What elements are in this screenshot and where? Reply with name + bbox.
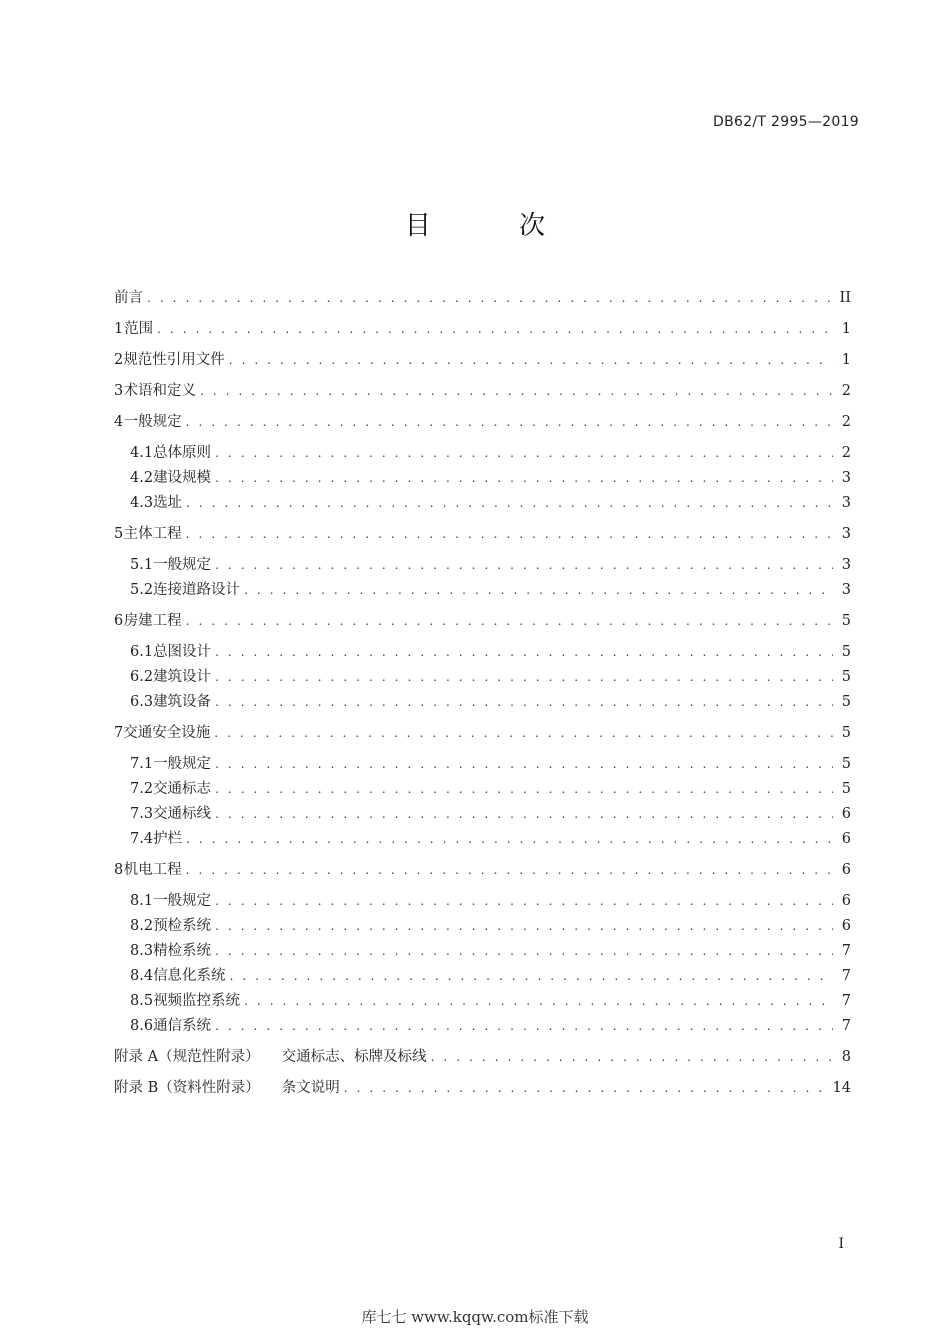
- toc-dot-leader: [431, 1046, 833, 1068]
- toc-entry-label: 选址: [153, 495, 183, 511]
- toc-entry-page: 5: [841, 756, 851, 772]
- toc-dot-leader: [157, 318, 833, 340]
- toc-entry-label: 交通标志、标牌及标线: [281, 1049, 427, 1065]
- toc-dot-leader: [186, 610, 833, 632]
- toc-entry-page: II: [839, 290, 851, 306]
- toc-entry-number: 6: [114, 613, 124, 629]
- toc-dot-leader: [215, 915, 833, 937]
- toc-entry[interactable]: [130, 641, 851, 663]
- toc-entry-label: 总图设计: [153, 644, 212, 660]
- toc-entry-label: 术语和定义: [123, 383, 196, 399]
- toc-entry-page: 3: [841, 582, 851, 598]
- toc-entry-number: 7.4: [130, 831, 154, 847]
- toc-entry-page: 14: [832, 1080, 851, 1096]
- toc-dot-leader: [215, 691, 833, 713]
- toc-dot-leader: [215, 467, 833, 489]
- toc-entry-page: 7: [841, 993, 851, 1009]
- toc-entry[interactable]: [130, 492, 851, 514]
- toc-entry[interactable]: [130, 666, 851, 688]
- toc-entry-label: 交通安全设施: [123, 725, 211, 741]
- toc-entry[interactable]: [114, 287, 851, 309]
- toc-entry[interactable]: [130, 554, 851, 576]
- toc-entry-label: 建设规模: [153, 470, 212, 486]
- toc-entry-number: 4: [114, 414, 124, 430]
- toc-dot-leader: [186, 828, 833, 850]
- toc-entry-number: 6.3: [130, 694, 154, 710]
- toc-entry[interactable]: [130, 579, 851, 601]
- toc-entry[interactable]: [130, 915, 851, 937]
- toc-entry-page: 6: [841, 862, 851, 878]
- toc-entry[interactable]: [114, 380, 851, 402]
- toc-entry-number: 8.3: [130, 943, 154, 959]
- toc-entry-label: 交通标志: [153, 781, 212, 797]
- toc-dot-leader: [215, 641, 833, 663]
- toc-entry[interactable]: [114, 610, 851, 632]
- toc-entry-label: 机电工程: [123, 862, 182, 878]
- toc-entry[interactable]: [130, 778, 851, 800]
- toc-entry[interactable]: [114, 859, 851, 881]
- toc-entry[interactable]: [114, 1077, 851, 1099]
- toc-dot-leader: [215, 666, 833, 688]
- toc-entry-number: 8.5: [130, 993, 154, 1009]
- page-number: I: [838, 1236, 844, 1252]
- toc-entry-page: 7: [841, 968, 851, 984]
- toc-entry[interactable]: [130, 890, 851, 912]
- toc-dot-leader: [200, 380, 833, 402]
- toc-dot-leader: [147, 287, 833, 309]
- toc-title: 目 次: [404, 211, 586, 241]
- toc-dot-leader: [215, 442, 833, 464]
- toc-entry[interactable]: [130, 940, 851, 962]
- toc-entry-label: 总体原则: [153, 445, 212, 461]
- toc-entry-page: 2: [841, 414, 851, 430]
- document-code: DB62/T 2995—2019: [713, 114, 859, 130]
- toc-entry[interactable]: [130, 467, 851, 489]
- toc-entry-page: 6: [841, 831, 851, 847]
- toc-entry-label: 通信系统: [153, 1018, 212, 1034]
- toc-entry-number: 附录 A（规范性附录）: [114, 1049, 260, 1065]
- toc-entry-label: 建筑设备: [153, 694, 212, 710]
- toc-entry-page: 3: [841, 557, 851, 573]
- toc-entry-number: 3: [114, 383, 124, 399]
- toc-entry-label: 视频监控系统: [153, 993, 241, 1009]
- toc-entry-number: 7.1: [130, 756, 154, 772]
- toc-entry-number: 8.4: [130, 968, 154, 984]
- toc-entry-number: 7.2: [130, 781, 154, 797]
- toc-entry[interactable]: [130, 990, 851, 1012]
- toc-entry[interactable]: [130, 691, 851, 713]
- toc-entry-page: 1: [841, 321, 851, 337]
- toc-entry-page: 5: [841, 644, 851, 660]
- toc-entry[interactable]: [130, 753, 851, 775]
- toc-entry[interactable]: [114, 1046, 851, 1068]
- toc-entry-number: 8.6: [130, 1018, 154, 1034]
- toc-entry[interactable]: [114, 722, 851, 744]
- toc-entry-label: 一般规定: [153, 756, 212, 772]
- toc-entry-page: 6: [841, 918, 851, 934]
- toc-dot-leader: [215, 554, 833, 576]
- toc-dot-leader: [344, 1077, 829, 1099]
- toc-entry-number: 7: [114, 725, 124, 741]
- toc-entry-page: 3: [841, 526, 851, 542]
- toc-entry[interactable]: [114, 411, 851, 433]
- toc-entry-page: 5: [841, 725, 851, 741]
- toc-entry-page: 7: [841, 943, 851, 959]
- toc-entry-number: 5.2: [130, 582, 154, 598]
- toc-entry-page: 6: [841, 806, 851, 822]
- toc-entry-label: 一般规定: [153, 557, 212, 573]
- toc-dot-leader: [186, 411, 833, 433]
- toc-dot-leader: [186, 859, 833, 881]
- toc-entry-label: 护栏: [153, 831, 183, 847]
- toc-entry-number: 8.1: [130, 893, 154, 909]
- toc-entry-label: 精检系统: [153, 943, 212, 959]
- toc-dot-leader: [186, 523, 833, 545]
- toc-dot-leader: [229, 349, 833, 371]
- toc-entry-number: 4.3: [130, 495, 154, 511]
- toc-entry-number: 4.1: [130, 445, 154, 461]
- toc-entry-label: 建筑设计: [153, 669, 212, 685]
- toc-entry-number: 4.2: [130, 470, 154, 486]
- toc-dot-leader: [244, 990, 833, 1012]
- toc-entry-page: 5: [841, 781, 851, 797]
- toc-entry-label: 信息化系统: [153, 968, 226, 984]
- toc-entry-number: 6.2: [130, 669, 154, 685]
- toc-entry-label: 一般规定: [123, 414, 182, 430]
- footer-watermark-text: 库七七 www.kqqw.com标准下载: [361, 1308, 589, 1326]
- toc-entry-number: 1: [114, 321, 124, 337]
- toc-entry-label: 连接道路设计: [153, 582, 241, 598]
- toc-entry-label: 规范性引用文件: [123, 352, 225, 368]
- toc-dot-leader: [186, 492, 833, 514]
- toc-entry-label: 预检系统: [153, 918, 212, 934]
- toc-entry[interactable]: [114, 523, 851, 545]
- toc-dot-leader: [215, 803, 833, 825]
- toc-entry[interactable]: [130, 828, 851, 850]
- toc-entry-label: 条文说明: [281, 1080, 340, 1096]
- toc-entry[interactable]: [114, 318, 851, 340]
- toc-entry-number: 附录 B（资料性附录）: [114, 1080, 260, 1096]
- toc-entry-page: 1: [841, 352, 851, 368]
- toc-entry-page: 8: [841, 1049, 851, 1065]
- toc-entry-page: 3: [841, 470, 851, 486]
- toc-entry[interactable]: [130, 1015, 851, 1037]
- toc-entry[interactable]: [130, 803, 851, 825]
- toc-entry[interactable]: [130, 442, 851, 464]
- toc-entry-page: 5: [841, 669, 851, 685]
- toc-entry-page: 2: [841, 445, 851, 461]
- toc-entry-number: 8: [114, 862, 124, 878]
- toc-entry-number: 5: [114, 526, 124, 542]
- toc-dot-leader: [215, 890, 833, 912]
- toc-entry-label: 交通标线: [153, 806, 212, 822]
- toc-dot-leader: [214, 722, 833, 744]
- toc-entry-label: 房建工程: [123, 613, 182, 629]
- toc-entry-number: 7.3: [130, 806, 154, 822]
- toc-entry-label: 一般规定: [153, 893, 212, 909]
- toc-entry-label: 范围: [124, 321, 154, 337]
- toc-entry-page: 5: [841, 613, 851, 629]
- toc-entry[interactable]: [114, 349, 851, 371]
- toc-dot-leader: [215, 1015, 833, 1037]
- toc-dot-leader: [215, 940, 833, 962]
- toc-dot-leader: [230, 965, 833, 987]
- toc-entry-number: 5.1: [130, 557, 154, 573]
- toc-entry-page: 2: [841, 383, 851, 399]
- toc-entry-page: 3: [841, 495, 851, 511]
- toc-entry-label: 主体工程: [123, 526, 182, 542]
- toc-entry-page: 5: [841, 694, 851, 710]
- toc-entry-number: 2: [114, 352, 124, 368]
- toc-dot-leader: [215, 753, 833, 775]
- toc-entry-number: 8.2: [130, 918, 154, 934]
- toc-entry-number: 6.1: [130, 644, 154, 660]
- toc-dot-leader: [215, 778, 833, 800]
- toc-entry-page: 7: [841, 1018, 851, 1034]
- toc-entry-label: 前言: [114, 290, 143, 306]
- toc-entry-page: 6: [841, 893, 851, 909]
- toc-dot-leader: [244, 579, 833, 601]
- toc-entry[interactable]: [130, 965, 851, 987]
